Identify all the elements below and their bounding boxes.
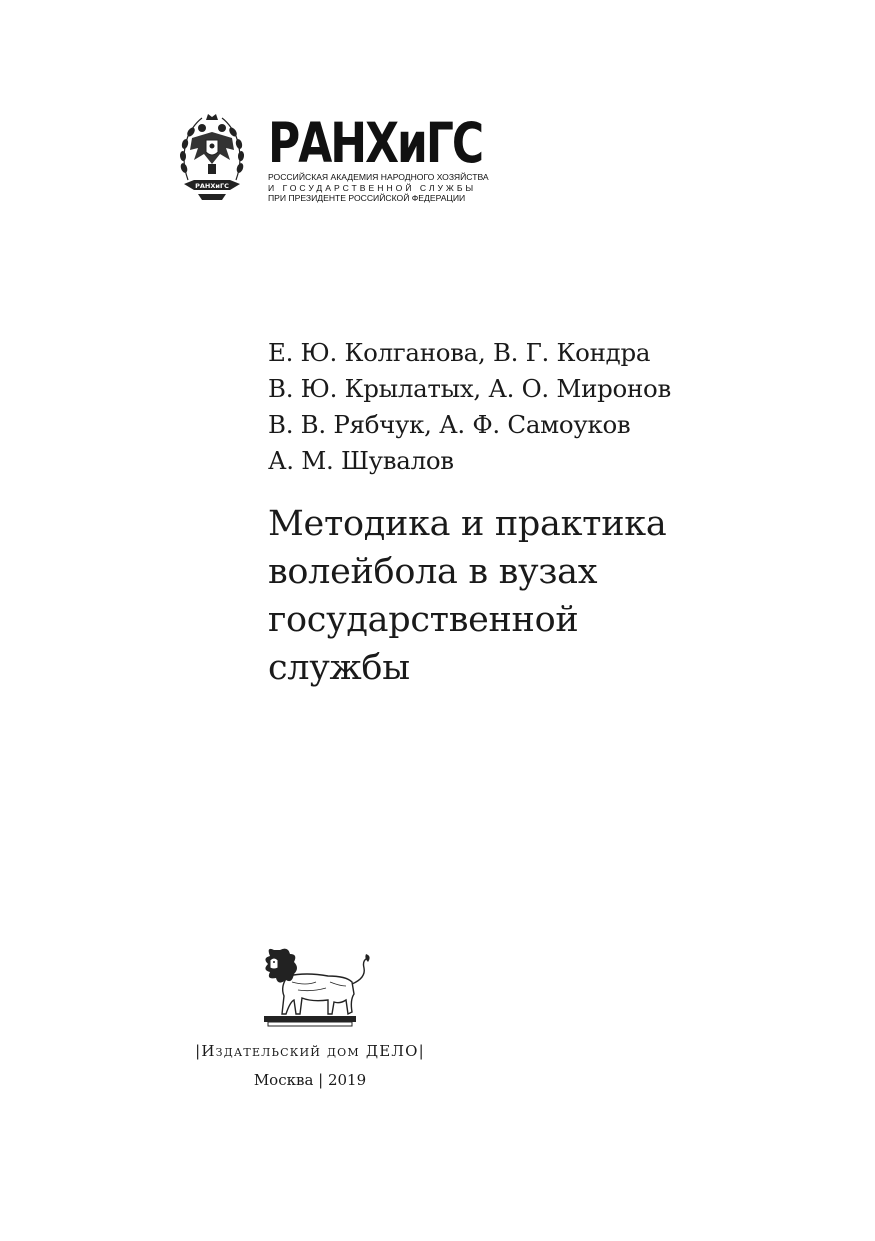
authors-list — [268, 335, 671, 479]
double-headed-eagle-emblem-icon — [178, 110, 246, 202]
title-line: государственной — [268, 600, 579, 640]
logo-line-2: И ГОСУДАРСТВЕННОЙ СЛУЖБЫ — [268, 182, 477, 193]
lion-icon — [256, 942, 374, 1034]
author-line: В. В. Рябчук, А. Ф. Самоуков — [268, 410, 631, 439]
title-line: волейбола в вузах — [268, 552, 598, 592]
logo-line-3: ПРИ ПРЕЗИДЕНТЕ РОССИЙСКОЙ ФЕДЕРАЦИИ — [268, 193, 466, 203]
publisher-name-text: |Издательский дом ДЕЛО| — [195, 1042, 425, 1060]
book-title — [268, 500, 666, 692]
publication-city-year: Москва | 2019 — [253, 1071, 367, 1089]
author-line: А. М. Шувалов — [268, 446, 454, 475]
author-line: Е. Ю. Колганова, В. Г. Кондра — [268, 338, 651, 367]
logo-abbreviation: РАНХиГС — [268, 111, 483, 175]
publisher-name — [160, 1042, 460, 1060]
institution-logo — [268, 111, 489, 204]
title-line: службы — [268, 648, 410, 688]
author-line: В. Ю. Крылатых, А. О. Миронов — [268, 374, 671, 403]
title-line: Методика и практика — [268, 504, 667, 544]
logo-line-1: РОССИЙСКАЯ АКАДЕМИЯ НАРОДНОГО ХОЗЯЙСТВА — [268, 172, 489, 182]
emblem-ribbon-text: РАНХиГС — [195, 182, 229, 190]
